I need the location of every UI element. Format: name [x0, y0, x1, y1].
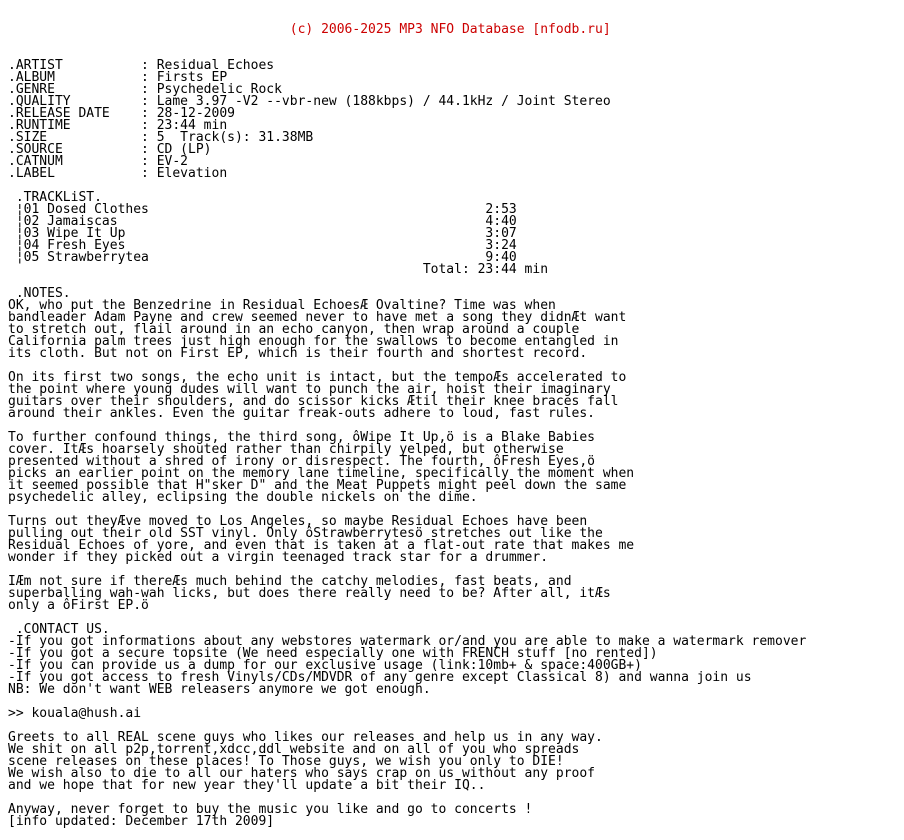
nfo-line — [8, 180, 806, 192]
nfo-line: .RELEASE DATE : 28-12-2009 — [8, 106, 235, 121]
nfo-line: To further confound things, the third song, ôWipe It Up,ö is a Blake Babies — [8, 430, 595, 445]
nfo-line: scene releases on these places! To Those guys, we wish you only to DIE! — [8, 754, 564, 769]
nfo-line: ¦03 Wipe It Up 3:07 — [8, 226, 517, 241]
nfo-line: .ARTIST : Residual Echoes — [8, 58, 275, 73]
nfo-line: superballing wah-wah licks, but does there really need to be? After all, itÆs — [8, 586, 611, 601]
nfo-line — [8, 276, 806, 288]
nfo-line: the point where young dudes will want to punch the air, hoist their imaginary — [8, 382, 611, 397]
nfo-line: .QUALITY : Lame 3.97 -V2 --vbr-new (188kbps) / 44.1kHz / Joint Stereo — [8, 94, 611, 109]
nfo-line: around their ankles. Even the guitar freak-outs adhere to loud, fast rules. — [8, 406, 595, 421]
nfo-line: ¦05 Strawberrytea 9:40 — [8, 250, 517, 265]
nfo-line: -If you got a secure topsite (We need especially one with FRENCH stuff [no rented]) — [8, 646, 658, 661]
nfo-line: ¦02 Jamaiscas 4:40 — [8, 214, 517, 229]
nfo-line: -If you got informations about any webstores watermark or/and you are able to make a watermark remover — [8, 634, 807, 649]
nfo-line — [8, 612, 806, 624]
nfo-line: .SOURCE : CD (LP) — [8, 142, 212, 157]
nfo-line: Residual Echoes of yore, and even that is taken at a flat-out rate that makes me — [8, 538, 635, 553]
nfo-line: Total: 23:44 min — [8, 262, 549, 277]
nfo-body — [8, 60, 806, 828]
nfo-line: .CONTACT US. — [8, 622, 110, 637]
nfo-line: picks an earlier point on the memory lane timeline, specifically the moment when — [8, 466, 635, 481]
nfo-line: Anyway, never forget to buy the music you like and go to concerts ! — [8, 802, 533, 817]
nfo-line: We shit on all p2p,torrent,xdcc,ddl website and on all of you who spreads — [8, 742, 580, 757]
nfo-line: ¦04 Fresh Eyes 3:24 — [8, 238, 517, 253]
nfo-line: .NOTES. — [8, 286, 71, 301]
nfo-line: >> kouala@hush.ai — [8, 706, 142, 721]
nfo-line: Turns out theyÆve moved to Los Angeles, so maybe Residual Echoes have been — [8, 514, 588, 529]
nfo-line: its cloth. But not on First EP, which is their fourth and shortest record. — [8, 346, 588, 361]
nfo-line: .LABEL : Elevation — [8, 166, 228, 181]
nfo-line: ¦01 Dosed Clothes 2:53 — [8, 202, 517, 217]
nfo-line: [info updated: December 17th 2009] — [8, 814, 275, 829]
nfo-line: -If you can provide us a dump for our exclusive usage (link:10mb+ & space:400GB+) — [8, 658, 642, 673]
nfo-line: On its first two songs, the echo unit is intact, but the tempoÆs accelerated to — [8, 370, 627, 385]
nfo-line: Greets to all REAL scene guys who likes our releases and help us in any way. — [8, 730, 603, 745]
nfo-line: .GENRE : Psychedelic Rock — [8, 82, 282, 97]
nfo-line: pulling out their old SST vinyl. Only ôStrawberrytesö stretches out like the — [8, 526, 603, 541]
nfo-line: wonder if they picked out a virgin teenaged track star for a drummer. — [8, 550, 549, 565]
nfo-line: to stretch out, flail around in an echo canyon, then wrap around a couple — [8, 322, 580, 337]
nfo-line: .ALBUM : Firsts EP — [8, 70, 228, 85]
nfo-line: .CATNUM : EV-2 — [8, 154, 189, 169]
nfo-line: OK, who put the Benzedrine in Residual EchoesÆ Ovaltine? Time was when — [8, 298, 556, 313]
nfo-line: bandleader Adam Payne and crew seemed never to have met a song they didnÆt want — [8, 310, 627, 325]
nfodb-credit-header: (c) 2006-2025 MP3 NFO Database [nfodb.ru] — [8, 22, 611, 37]
nfo-line: psychedelic alley, eclipsing the double nickels on the dime. — [8, 490, 478, 505]
nfo-line: NB: We don't want WEB releasers anymore we got enough. — [8, 682, 431, 697]
nfo-line: presented without a shred of irony or disrespect. The fourth, ôFresh Eyes,ö — [8, 454, 595, 469]
nfo-document — [8, 0, 806, 840]
nfo-line: it seemed possible that H"sker D" and the Meat Puppets might peel down the same — [8, 478, 627, 493]
nfo-line: IÆm not sure if thereÆs much behind the catchy melodies, fast beats, and — [8, 574, 572, 589]
nfo-line: California palm trees just high enough for the swallows to become entangled in — [8, 334, 619, 349]
nfo-line: .RUNTIME : 23:44 min — [8, 118, 228, 133]
nfo-line: guitars over their shoulders, and do scissor kicks Ætil their knee braces fall — [8, 394, 619, 409]
nfo-line: only a ôFirst EP.ö — [8, 598, 149, 613]
nfo-line: .SIZE : 5 Track(s): 31.38MB — [8, 130, 314, 145]
nfo-line: .TRACKLiST. — [8, 190, 102, 205]
nfo-line: We wish also to die to all our haters who says crap on us without any proof — [8, 766, 595, 781]
nfo-line: cover. ItÆs hoarsely shouted rather than chirpily yelped, but otherwise — [8, 442, 564, 457]
nfo-line: and we hope that for new year they'll update a bit their IQ.. — [8, 778, 486, 793]
nfo-line: -If you got access to fresh Vinyls/CDs/MDVDR of any genre except Classical 8) and wanna join us — [8, 670, 752, 685]
